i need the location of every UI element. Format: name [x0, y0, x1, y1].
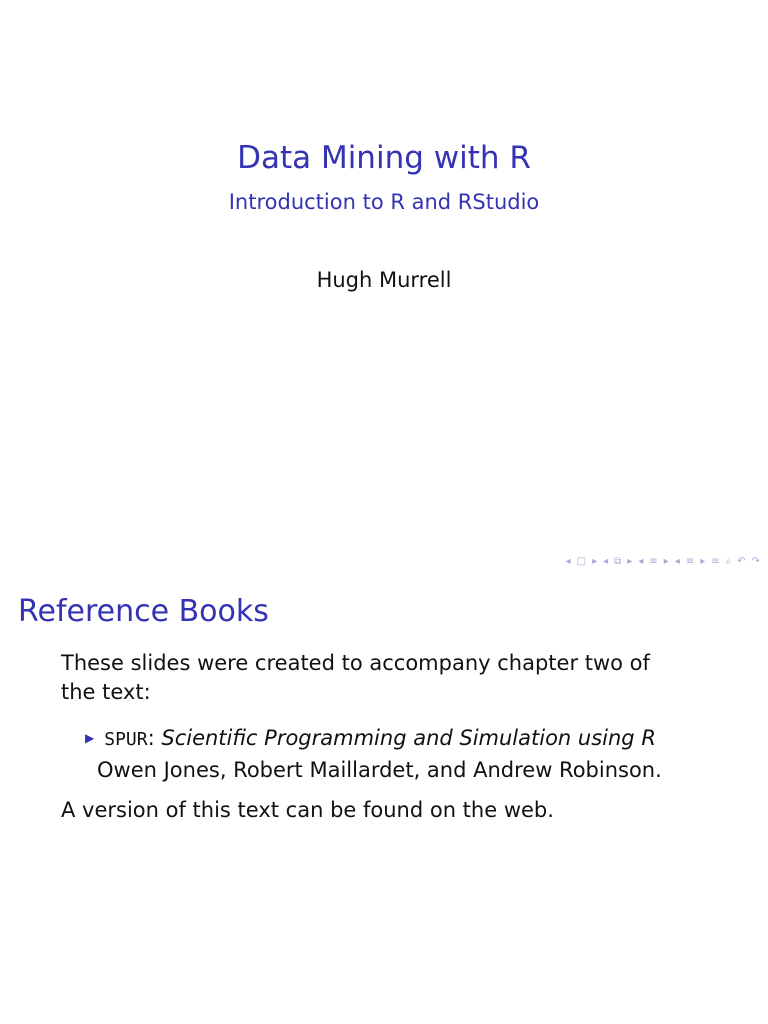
nav-prev-section-icon[interactable]: ◂: [638, 556, 644, 567]
book-title: Scientific Programming and Simulation using R: [161, 726, 656, 750]
book-authors: Owen Jones, Robert Maillardet, and Andrew Robinson.: [97, 758, 662, 782]
reference-list: [85, 724, 695, 785]
nav-next-section-icon[interactable]: ▸: [663, 556, 669, 567]
reference-slide: [0, 576, 768, 1024]
list-item: [85, 724, 695, 756]
nav-prev-subsection-icon[interactable]: ◂: [603, 556, 609, 567]
nav-section-icon[interactable]: ≡: [649, 556, 658, 567]
intro-paragraph: These slides were created to accompany chapter two of the text:: [61, 651, 650, 704]
slide-subtitle: Introduction to R and RStudio: [228, 190, 540, 214]
slide-title: Data Mining with R: [237, 140, 531, 176]
book-authors-row: [85, 756, 695, 785]
nav-frame-icon[interactable]: □: [576, 556, 587, 567]
frame-title: Reference Books: [18, 594, 269, 629]
nav-search-icon[interactable]: ⌕: [725, 556, 732, 567]
outro-paragraph: A version of this text can be found on the web.: [61, 798, 554, 822]
beamer-navigation-bar: [566, 556, 760, 567]
nav-prev-page-icon[interactable]: ◂: [674, 556, 680, 567]
nav-subsection-icon[interactable]: ⧉: [614, 556, 622, 567]
nav-next-page-icon[interactable]: ▸: [700, 556, 706, 567]
nav-back-icon[interactable]: ↶: [737, 556, 746, 567]
nav-prev-frame-icon[interactable]: ◂: [565, 556, 571, 567]
slide-author: Hugh Murrell: [316, 268, 452, 292]
reference-entry: [104, 724, 656, 754]
bullet-triangle-icon: ▶: [85, 731, 95, 745]
nav-next-frame-icon[interactable]: ▸: [592, 556, 598, 567]
nav-next-subsection-icon[interactable]: ▸: [627, 556, 633, 567]
nav-page-icon[interactable]: ≡: [685, 556, 695, 567]
nav-forward-icon[interactable]: ↷: [751, 556, 760, 567]
book-code: SPUR: [104, 729, 148, 750]
code-separator: :: [147, 726, 155, 750]
nav-doc-icon[interactable]: ≡: [711, 556, 720, 567]
